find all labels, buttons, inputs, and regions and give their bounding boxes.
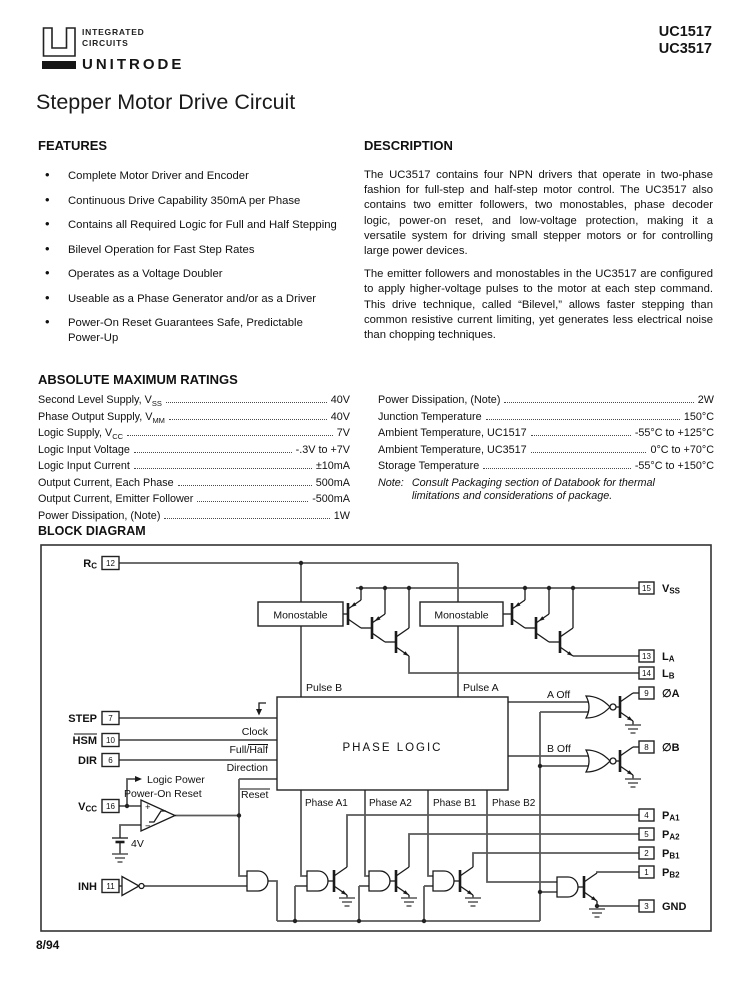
pin-step: [68, 712, 119, 726]
pin-gnd: [639, 900, 687, 913]
svg-text:7: 7: [108, 714, 113, 723]
dot-leader: [164, 518, 329, 519]
phase-a1-label: Phase A1: [305, 798, 348, 809]
ground-icon: [625, 725, 641, 733]
rating-row: Logic Input Current ±10mA: [38, 460, 350, 473]
svg-text:DIR: DIR: [78, 755, 97, 767]
phase-b1-transistor: [460, 867, 473, 895]
svg-text:LA: LA: [662, 651, 675, 664]
clock-label: Clock: [241, 726, 268, 738]
dot-leader: [169, 419, 327, 420]
pulse-a-label: Pulse A: [463, 682, 499, 694]
phase-b2-label: Phase B2: [492, 798, 536, 809]
monostable-b-label: Monostable: [273, 609, 328, 622]
svg-text:10: 10: [106, 736, 115, 745]
dot-leader: [178, 485, 312, 486]
feature-item: • Useable as a Phase Generator and/or as a Driver: [38, 292, 338, 307]
rating-value: -500mA: [312, 493, 350, 506]
svg-text:2: 2: [644, 849, 649, 858]
pulse-b-label: Pulse B: [306, 682, 343, 694]
feature-item: • Complete Motor Driver and Encoder: [38, 169, 338, 184]
svg-text:PA2: PA2: [662, 829, 680, 842]
svg-text:PB2: PB2: [662, 867, 680, 880]
rating-value: 2W: [697, 394, 714, 406]
brand-name: UNITRODE: [82, 56, 185, 73]
pin-phi-a: [639, 687, 680, 700]
svg-text:VCC: VCC: [78, 801, 97, 814]
dot-leader: [531, 435, 631, 436]
rating-value: 150°C: [683, 410, 714, 423]
dot-leader: [134, 468, 312, 469]
rating-row: Ambient Temperature, UC1517 -55°C to +125°C: [378, 427, 714, 440]
svg-text:13: 13: [642, 652, 651, 661]
pin-pb2: [639, 866, 680, 880]
svg-text:∅A: ∅A: [662, 688, 680, 700]
pin-rc: [83, 557, 119, 571]
ground-icon: [401, 898, 417, 906]
svg-text:1: 1: [644, 868, 649, 877]
pin-lb: [639, 667, 675, 681]
full-half-label: Full/Half: [229, 744, 268, 756]
monostable-a-box: [420, 602, 503, 626]
svg-text:6: 6: [108, 756, 113, 765]
a-off-label: A Off: [547, 689, 571, 701]
features-heading: FEATURES: [38, 138, 108, 153]
svg-text:4: 4: [644, 811, 649, 820]
phase-b2-transistor: [584, 873, 597, 901]
inh-inverter: [122, 877, 144, 896]
phase-logic-label: PHASE LOGIC: [342, 742, 443, 754]
monostable-a-label: Monostable: [434, 609, 489, 622]
unitrode-logo-icon: [42, 27, 78, 59]
svg-text:RC: RC: [83, 558, 97, 571]
pin-pb1: [639, 847, 680, 861]
feature-item: • Operates as a Voltage Doubler: [38, 267, 338, 282]
svg-text:16: 16: [106, 802, 115, 811]
dot-leader: [504, 402, 693, 403]
rating-value: -55°C to +150°C: [634, 460, 714, 473]
feature-item: • Power-On Reset Guarantees Safe, Predictable Power-Up: [38, 316, 338, 345]
a-off-nor-gate: [586, 696, 616, 718]
block-diagram-heading: BLOCK DIAGRAM: [38, 524, 146, 538]
pin-phi-b: [639, 741, 680, 754]
rating-row: Storage Temperature -55°C to +150°C: [378, 460, 714, 473]
b-off-nor-gate: [586, 750, 616, 772]
rating-value: 40V: [330, 410, 350, 423]
pin-vss: [639, 582, 681, 596]
part-number-uc3517: UC3517: [658, 41, 712, 57]
logo-text-integrated: INTEGRATED: [82, 27, 145, 37]
ratings-section: [38, 372, 714, 527]
b-off-label: B Off: [547, 743, 571, 755]
ratings-right-column: [378, 394, 714, 527]
rating-value: 500mA: [315, 476, 350, 489]
pin-dir: [78, 754, 119, 768]
date-code: 8/94: [36, 938, 60, 952]
ground-icon: [589, 909, 605, 917]
logic-power-label: Logic Power: [147, 774, 205, 786]
plus-sign: +: [145, 802, 151, 813]
ref-4v-label: 4V: [131, 838, 144, 850]
svg-text:STEP: STEP: [68, 713, 97, 725]
phi-a-transistor: [620, 693, 633, 721]
svg-text:14: 14: [642, 669, 651, 678]
logic-power-arrow-icon: [135, 776, 142, 782]
logo-bar: [42, 61, 76, 69]
phase-logic-box: [277, 697, 508, 790]
logo-text-circuits: CIRCUITS: [82, 38, 129, 48]
dot-leader: [134, 452, 292, 453]
svg-text:PA1: PA1: [662, 810, 680, 823]
pin-inh: [78, 880, 119, 894]
svg-text:5: 5: [644, 830, 649, 839]
dot-leader: [197, 501, 308, 502]
svg-text:11: 11: [106, 882, 115, 891]
ground-icon: [339, 898, 355, 906]
rating-row: Second Level Supply, $V_{SS}$ 40V: [38, 394, 350, 409]
rating-row: Logic Supply, $V_{CC}$ 7V: [38, 427, 350, 442]
feature-item: • Bilevel Operation for Fast Step Rates: [38, 243, 338, 258]
dot-leader: [486, 419, 680, 420]
phase-b1-label: Phase B1: [433, 798, 477, 809]
svg-text:INH: INH: [78, 881, 97, 893]
features-list: [38, 169, 338, 345]
rating-value: ±10mA: [315, 460, 350, 473]
rating-row: Ambient Temperature, UC3517 0°C to +70°C: [378, 443, 714, 456]
pin-vcc: [78, 800, 119, 814]
monostable-b-box: [258, 602, 343, 626]
description-paragraph-2: The emitter followers and monostables in the UC3517 are configured to apply higher-voltage pulses to the motor at each step command. This drive technique, called “Bilevel,” allows faster stepping than common resistive current limiting, yet generates less electrical noise than chopping techniques.: [364, 268, 713, 342]
emitter-follower-b: [348, 600, 409, 656]
rating-row: Output Current, Emitter Follower -500mA: [38, 493, 350, 506]
clock-edge-icon: [256, 703, 266, 716]
phase-a2-and-gate: [369, 871, 390, 891]
rating-value: -.3V to +7V: [295, 443, 350, 456]
phi-b-transistor: [620, 747, 633, 775]
direction-label: Direction: [226, 762, 268, 774]
rating-row: Phase Output Supply, $V_{MM}$ 40V: [38, 410, 350, 425]
emitter-follower-a: [512, 600, 573, 656]
dot-leader: [531, 452, 647, 453]
rating-row: Output Current, Each Phase 500mA: [38, 476, 350, 489]
phase-a1-transistor: [334, 867, 347, 895]
pin-la: [639, 650, 675, 664]
reset-label: Reset: [241, 789, 269, 801]
inh-and-gate: [247, 871, 268, 891]
part-numbers: [659, 24, 712, 58]
svg-text:3: 3: [644, 902, 649, 911]
feature-item: • Contains all Required Logic for Full and Half Stepping: [38, 218, 338, 233]
rating-row: Logic Input Voltage -.3V to +7V: [38, 443, 350, 456]
page-title: Stepper Motor Drive Circuit: [36, 90, 296, 114]
phase-b2-and-gate: [557, 877, 578, 897]
rating-value: 1W: [333, 509, 350, 522]
feature-item: • Continuous Drive Capability 350mA per Phase: [38, 194, 338, 209]
rating-value: 40V: [330, 394, 350, 406]
ground-icon: [625, 779, 641, 787]
svg-text:VSS: VSS: [662, 583, 681, 596]
rating-row: Junction Temperature 150°C: [378, 410, 714, 423]
ground-icon: [112, 854, 128, 862]
block-diagram: [35, 540, 715, 940]
svg-text:PB1: PB1: [662, 848, 680, 861]
minus-sign: −: [145, 821, 151, 832]
svg-text:HSM: HSM: [72, 735, 97, 747]
rating-value: 7V: [336, 427, 350, 440]
rating-value: -55°C to +125°C: [634, 427, 714, 440]
dot-leader: [166, 402, 327, 403]
ratings-note: Note: Consult Packaging section of Databook for thermal limitations and considerations of package.: [378, 476, 655, 503]
dot-leader: [127, 435, 333, 436]
power-on-reset-label: Power-On Reset: [124, 788, 202, 800]
dot-leader: [483, 468, 631, 469]
svg-text:LB: LB: [662, 668, 675, 681]
svg-text:∅B: ∅B: [662, 742, 680, 754]
svg-text:15: 15: [642, 584, 651, 593]
phase-b1-and-gate: [433, 871, 454, 891]
phase-a2-label: Phase A2: [369, 798, 412, 809]
rating-value: 0°C to +70°C: [650, 443, 714, 456]
por-comparator: [141, 800, 175, 832]
description-heading: DESCRIPTION: [364, 138, 453, 153]
pin-hsm: [73, 734, 119, 748]
description-paragraph-1: The UC3517 contains four NPN drivers that operate in two-phase fashion for full-step and half-step motor control. The UC3517 also contains two emitter followers, two monostables, phase decoder logic, power-on reset, and low-voltage protection, making it a versatile system for driving small stepper motors or for controlling large power devices.: [364, 169, 713, 258]
svg-text:12: 12: [106, 559, 115, 568]
pin-pa2: [639, 828, 680, 842]
ratings-left-column: [38, 394, 350, 527]
phase-a1-and-gate: [307, 871, 328, 891]
svg-text:9: 9: [644, 689, 649, 698]
rating-row: Power Dissipation, (Note) 2W: [378, 394, 714, 406]
rating-row: Power Dissipation, (Note) 1W: [38, 509, 350, 522]
part-number-uc1517: UC1517: [658, 24, 712, 40]
description-section: [364, 138, 713, 351]
ground-icon: [465, 898, 481, 906]
svg-text:8: 8: [644, 743, 649, 752]
features-section: [38, 138, 338, 355]
svg-text:GND: GND: [662, 901, 687, 913]
ratings-heading: ABSOLUTE MAXIMUM RATINGS: [38, 372, 238, 387]
phase-a2-transistor: [396, 867, 409, 895]
pin-pa1: [639, 809, 680, 823]
